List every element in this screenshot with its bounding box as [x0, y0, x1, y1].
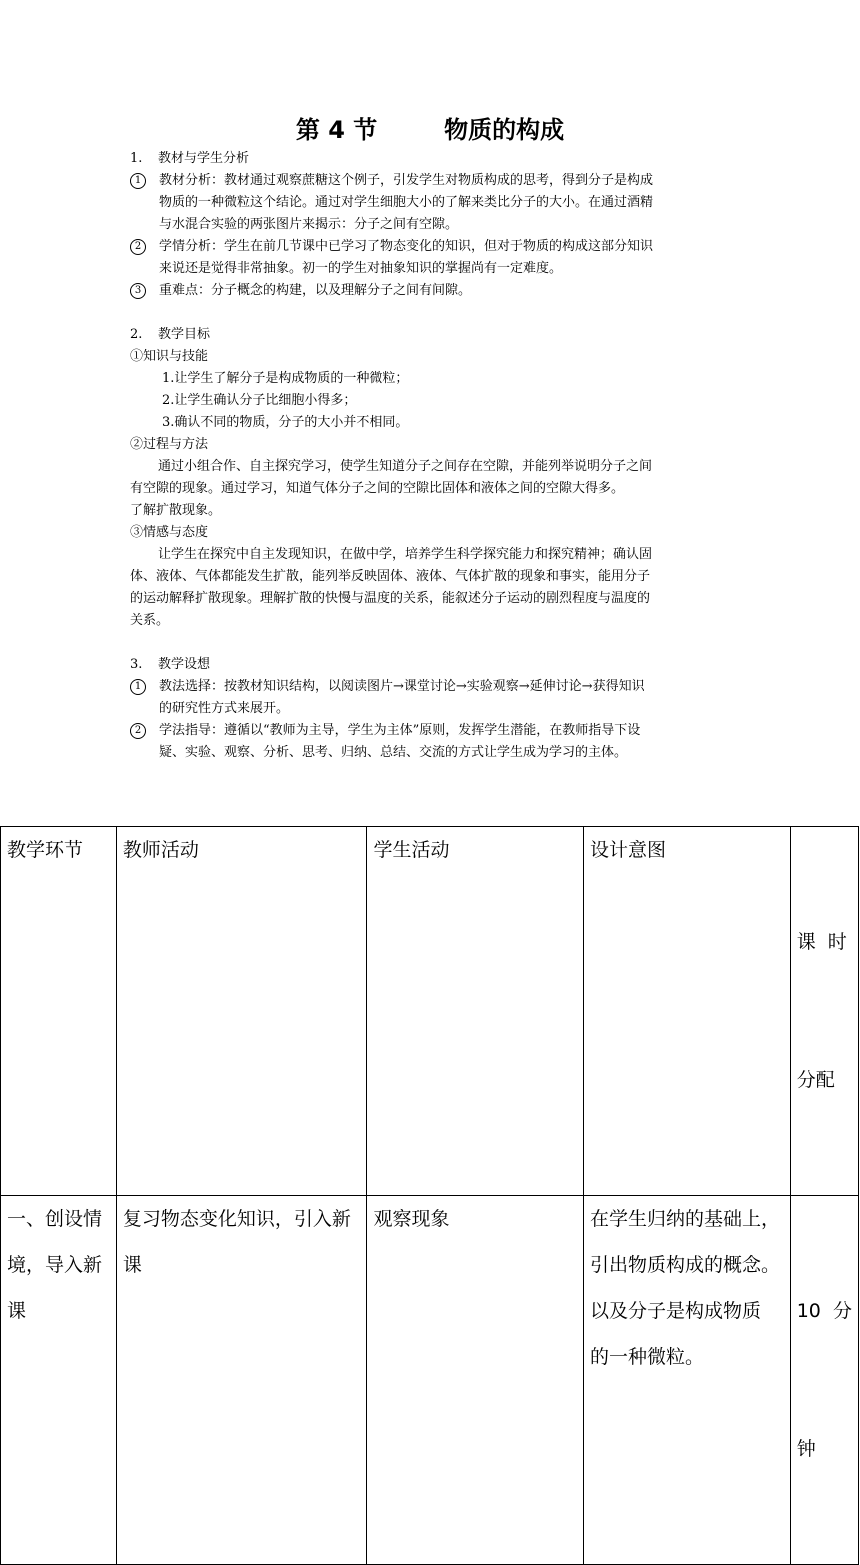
cell-line: 引出物质构成的概念。	[590, 1254, 781, 1276]
text-line: 体、液体、气体都能发生扩散，能列举反映固体、液体、气体扩散的现象和事实，能用分子	[130, 569, 651, 584]
cell-line: 课	[7, 1300, 27, 1322]
circled-number: 1	[130, 173, 146, 189]
header-cell	[790, 827, 858, 1196]
cell-line: 10 分	[796, 1300, 852, 1322]
text-line: 的运动解释扩散现象。理解扩散的快慢与温度的关系，能叙述分子运动的剧烈程度与温度的	[130, 591, 651, 606]
text-line: 物质的一种微粒这个结论。通过对学生细胞大小的了解来类比分子的大小。在通过酒精	[159, 195, 654, 210]
cell-line: 在学生归纳的基础上，	[590, 1208, 781, 1230]
cell-line: 复习物态变化知识，引入新	[122, 1208, 351, 1230]
list-item: 1.让学生了解分子是构成物质的一种微粒；	[162, 371, 409, 386]
list-item	[130, 720, 734, 764]
cell-line: 学生活动	[373, 839, 450, 861]
section-title: 教材与学生分析	[158, 151, 250, 166]
circled-number: 2	[130, 723, 146, 739]
cell-line: 教师活动	[122, 839, 199, 861]
text-line: 学法指导：遵循以“教师为主导，学生为主体”原则，发挥学生潜能，在教师指导下设	[159, 723, 641, 738]
text-line: 通过小组合作、自主探究学习，使学生知道分子之间存在空隙，并能列举说明分子之间	[158, 459, 653, 474]
list-item	[130, 280, 734, 302]
table-cell	[790, 1196, 858, 1565]
table-cell	[584, 1196, 791, 1565]
text-line: 重难点：分子概念的构建，以及理解分子之间有间隙。	[159, 283, 472, 298]
header-cell	[1, 827, 117, 1196]
list-item: 2.让学生确认分子比细胞小得多；	[162, 393, 357, 408]
cell-line: 课	[122, 1254, 142, 1276]
header-cell	[584, 827, 791, 1196]
subsection-title: ③情感与态度	[130, 525, 209, 540]
cell-line: 以及分子是构成物质	[590, 1300, 762, 1322]
cell-line: 分配	[796, 1069, 835, 1091]
page-title: 第 4 节 物质的构成	[295, 116, 565, 144]
list-item	[130, 170, 734, 236]
text-line: 疑、实验、观察、分析、思考、归纳、总结、交流的方式让学生成为学习的主体。	[159, 745, 628, 760]
list-item	[130, 676, 734, 720]
section-heading	[130, 148, 734, 170]
section-heading	[130, 654, 734, 676]
section-number: 3.	[130, 657, 143, 672]
text-line: 学情分析：学生在前几节课中已学习了物态变化的知识，但对于物质的构成这部分知识	[159, 239, 654, 254]
list-item	[130, 236, 734, 280]
header-cell	[367, 827, 584, 1196]
text-line: 的研究性方式来展开。	[159, 701, 290, 716]
cell-line: 教学环节	[7, 839, 84, 861]
table-cell	[367, 1196, 584, 1565]
cell-line: 钟	[796, 1438, 816, 1460]
circled-number: 3	[130, 283, 146, 299]
text-line: 了解扩散现象。	[130, 503, 222, 518]
circled-number: 2	[130, 239, 146, 255]
section-number: 2.	[130, 327, 143, 342]
document-body	[130, 148, 734, 764]
table-row	[1, 1196, 859, 1565]
text-line: 来说还是觉得非常抽象。初一的学生对抽象知识的掌握尚有一定难度。	[159, 261, 563, 276]
lesson-plan-table	[0, 826, 859, 1565]
text-line: 与水混合实验的两张图片来揭示：分子之间有空隙。	[159, 217, 459, 232]
subsection-title: ①知识与技能	[130, 349, 209, 364]
cell-line: 一、创设情	[7, 1208, 103, 1230]
list-item: 3.确认不同的物质，分子的大小并不相同。	[162, 415, 409, 430]
section-heading	[130, 324, 734, 346]
cell-line: 课 时	[796, 931, 847, 953]
circled-number: 1	[130, 679, 146, 695]
cell-line: 设计意图	[590, 839, 667, 861]
text-line: 关系。	[130, 613, 170, 628]
subsection-title: ②过程与方法	[130, 437, 209, 452]
text-line: 让学生在探究中自主发现知识，在做中学，培养学生科学探究能力和探究精神；确认固	[158, 547, 653, 562]
table-cell	[116, 1196, 367, 1565]
text-line: 有空隙的现象。通过学习，知道气体分子之间的空隙比固体和液体之间的空隙大得多。	[130, 481, 625, 496]
table-cell	[1, 1196, 117, 1565]
section-title: 教学设想	[158, 657, 211, 672]
section-title: 教学目标	[158, 327, 211, 342]
table-header-row	[1, 827, 859, 1196]
section-number: 1.	[130, 151, 143, 166]
cell-line: 的一种微粒。	[590, 1346, 705, 1368]
text-line: 教材分析：教材通过观察蔗糖这个例子，引发学生对物质构成的思考，得到分子是构成	[159, 173, 654, 188]
header-cell	[116, 827, 367, 1196]
cell-line: 境，导入新	[7, 1254, 103, 1276]
cell-line: 观察现象	[373, 1208, 450, 1230]
text-line: 教法选择：按教材知识结构，以阅读图片→课堂讨论→实验观察→延伸讨论→获得知识	[159, 679, 645, 694]
